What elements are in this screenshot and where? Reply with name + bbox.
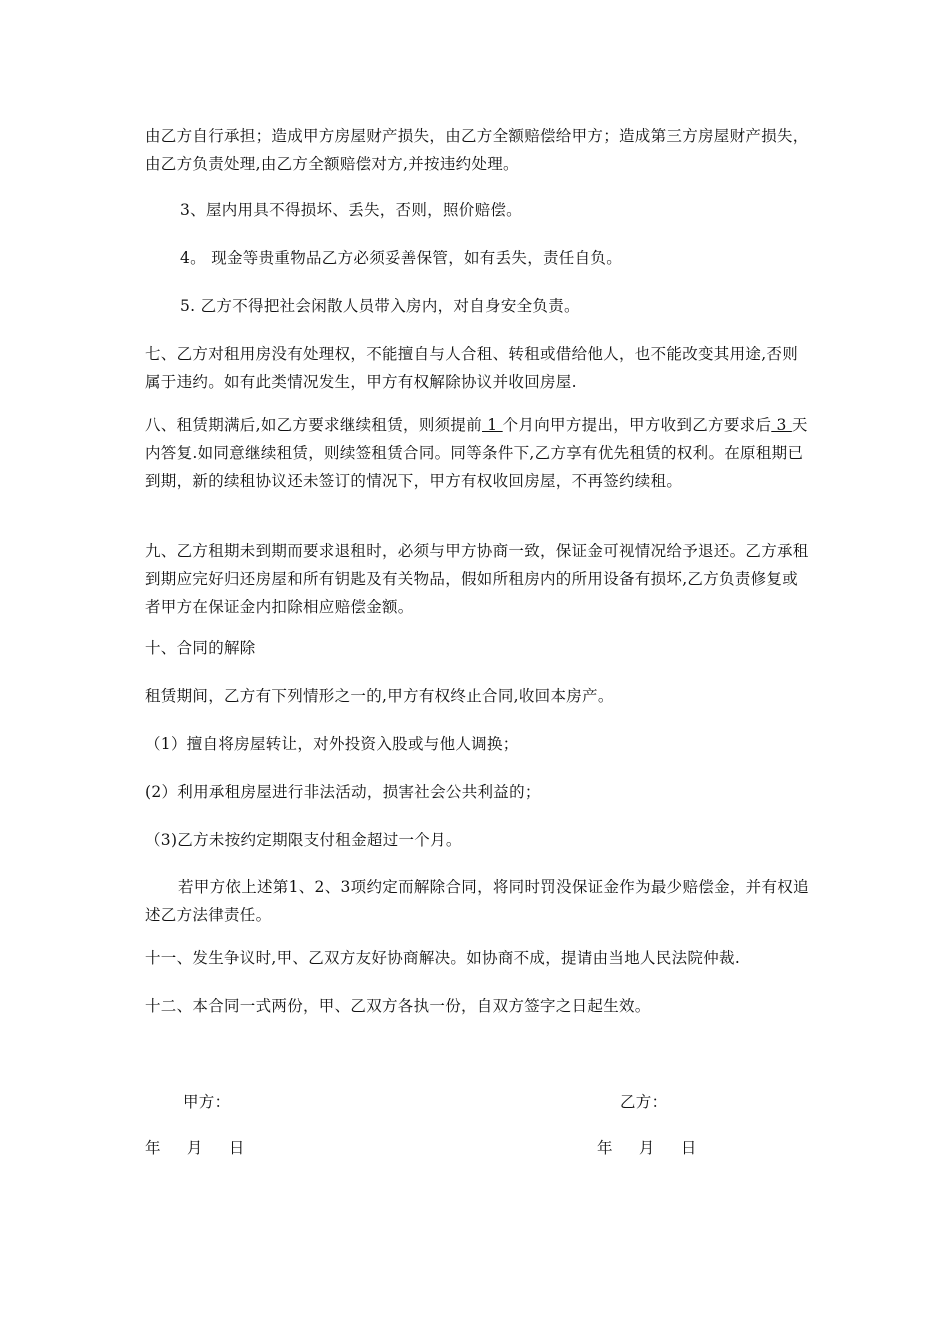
clause-ten-heading: 十、合同的解除	[145, 639, 256, 657]
clause-eight	[145, 411, 810, 495]
termination-item-2: (2）利用承租房屋进行非法活动，损害社会公共利益的；	[145, 783, 541, 801]
notice-months-blank: 1	[482, 416, 503, 434]
clause-item-5: 5. 乙方不得把社会闲散人员带入房内，对自身安全负责。	[180, 297, 580, 315]
paragraph-liability: 由乙方自行承担；造成甲方房屋财产损失，由乙方全额赔偿给甲方；造成第三方房屋财产损失，由乙方负责处理,由乙方全额赔偿对方,并按违约处理。	[145, 127, 809, 173]
clause-eight-part-c: 天内答复.如同意继续租赁，则续签租赁合同。同等条件下,乙方享有优先租赁的权利。在原租期已到期，新的续租协议还未签订的情况下，甲方有权收回房屋，不再签约续租。	[145, 416, 808, 490]
termination-item-3: （3)乙方未按约定期限支付租金超过一个月。	[145, 831, 462, 849]
clause-eight-part-b: 个月向甲方提出，甲方收到乙方要求后	[502, 416, 772, 434]
party-b-date: 年 月 日	[597, 1139, 697, 1157]
clause-nine: 九、乙方租期未到期而要求退租时，必须与甲方协商一致，保证金可视情况给予退还。乙方承租到期应完好归还房屋和所有钥匙及有关物品，假如所租房内的所用设备有损坏,乙方负责修复或者甲方在保证金内扣除相应赔偿金额。	[145, 542, 809, 616]
clause-item-4: 4。 现金等贵重物品乙方必须妥善保管，如有丢失，责任自负。	[180, 249, 622, 267]
clause-eleven: 十一、发生争议时,甲、乙双方友好协商解决。如协商不成，提请由当地人民法院仲裁.	[145, 949, 741, 967]
reply-days-blank: 3	[771, 416, 792, 434]
clause-twelve: 十二、本合同一式两份，甲、乙双方各执一份，自双方签字之日起生效。	[145, 997, 651, 1015]
party-a-date: 年 月 日	[145, 1139, 245, 1157]
party-b-signature-label: 乙方：	[620, 1093, 668, 1111]
clause-item-3: 3、屋内用具不得损坏、丢失，否则，照价赔偿。	[180, 201, 522, 219]
clause-eight-part-a: 八、租赁期满后,如乙方要求继续租赁，则须提前	[145, 416, 483, 434]
clause-seven: 七、乙方对租用房没有处理权，不能擅自与人合租、转租或借给他人，也不能改变其用途,否则属于违约。如有此类情况发生，甲方有权解除协议并收回房屋.	[145, 345, 799, 391]
termination-item-1: （1）擅自将房屋转让，对外投资入股或与他人调换；	[145, 735, 519, 753]
party-a-signature-label: 甲方：	[183, 1093, 231, 1111]
termination-penalty: 若甲方依上述第1、2、3项约定而解除合同，将同时罚没保证金作为最少赔偿金，并有权追述乙方法律责任。	[145, 878, 809, 924]
termination-intro: 租赁期间，乙方有下列情形之一的,甲方有权终止合同,收回本房产。	[145, 687, 614, 705]
